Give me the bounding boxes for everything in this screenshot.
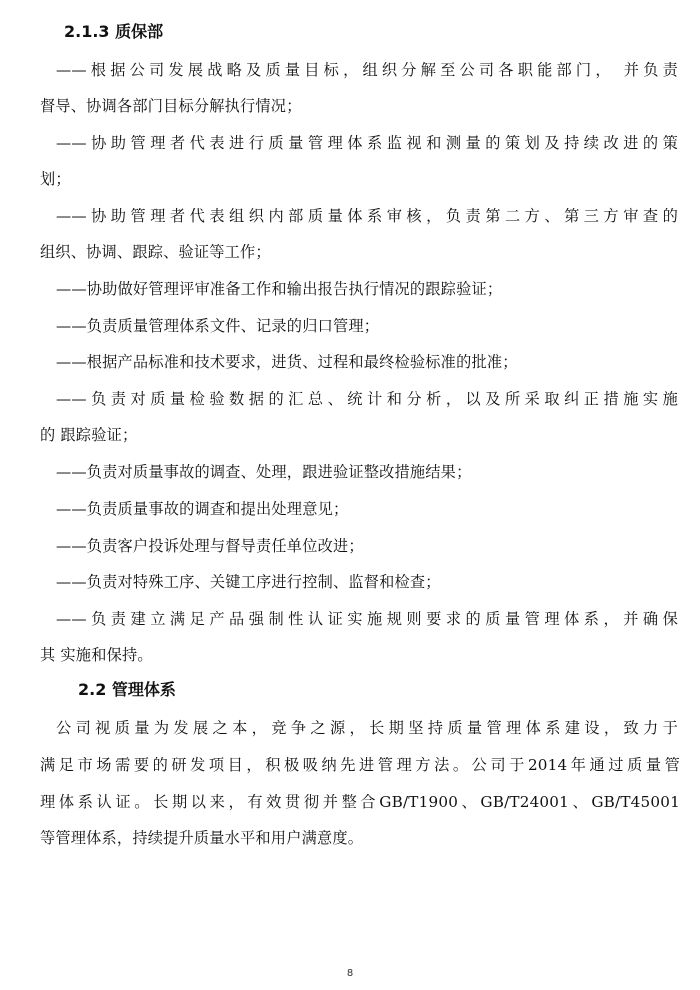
body-line: 的 跟踪验证； (40, 426, 138, 444)
body-line: ——协助做好管理评审准备工作和输出报告执行情况的跟踪验证； (56, 280, 503, 298)
body-line: ——负责客户投诉处理与督导责任单位改进； (56, 537, 364, 555)
body-line: ——负责质量管理体系文件、记录的归口管理； (56, 317, 380, 335)
body-line: 组织、协调、跟踪、验证等工作； (40, 243, 271, 261)
body-line: ——负责对特殊工序、关键工序进行控制、监督和检查； (56, 573, 441, 591)
body-line: ——协助管理者代表组织内部质量体系审核，负责第二方、第三方审查的 (56, 207, 678, 225)
body-line: ——负责建立满足产品强制性认证实施规则要求的质量管理体系，并确保 (56, 610, 678, 628)
page-number: 8 (346, 968, 354, 979)
section-heading-2-1-3: 2.1.3 质保部 (64, 22, 164, 41)
body-line: 等管理体系，持续提升质量水平和用户满意度。 (40, 829, 364, 847)
body-line: ——负责对质量检验数据的汇总、统计和分析，以及所采取纠正措施实施 (56, 390, 678, 408)
body-line: 划； (40, 170, 71, 188)
body-line: ——协助管理者代表进行质量管理体系监视和测量的策划及持续改进的策 (56, 134, 678, 152)
body-line: 公司视质量为发展之本，竞争之源，长期坚持质量管理体系建设，致力于 (56, 719, 678, 737)
body-line: 满足市场需要的研发项目，积极吸纳先进管理方法。公司于2014年通过质量管 (40, 756, 680, 774)
body-line: ——根据公司发展战略及质量目标，组织分解至公司各职能部门， 并负责 (56, 61, 678, 79)
body-line: 其 实施和保持。 (40, 646, 153, 664)
section-heading-2-2: 2.2 管理体系 (78, 680, 176, 699)
body-line: 理体系认证。长期以来，有效贯彻并整合GB/T1900、GB/T24001、GB/T45001 (40, 793, 680, 811)
body-line: ——负责对质量事故的调查、处理，跟进验证整改措施结果； (56, 463, 472, 481)
body-line: ——根据产品标准和技术要求，进货、过程和最终检验标准的批准； (56, 353, 518, 371)
body-line: ——负责质量事故的调查和提出处理意见； (56, 500, 349, 518)
body-line: 督导、协调各部门目标分解执行情况； (40, 97, 302, 115)
